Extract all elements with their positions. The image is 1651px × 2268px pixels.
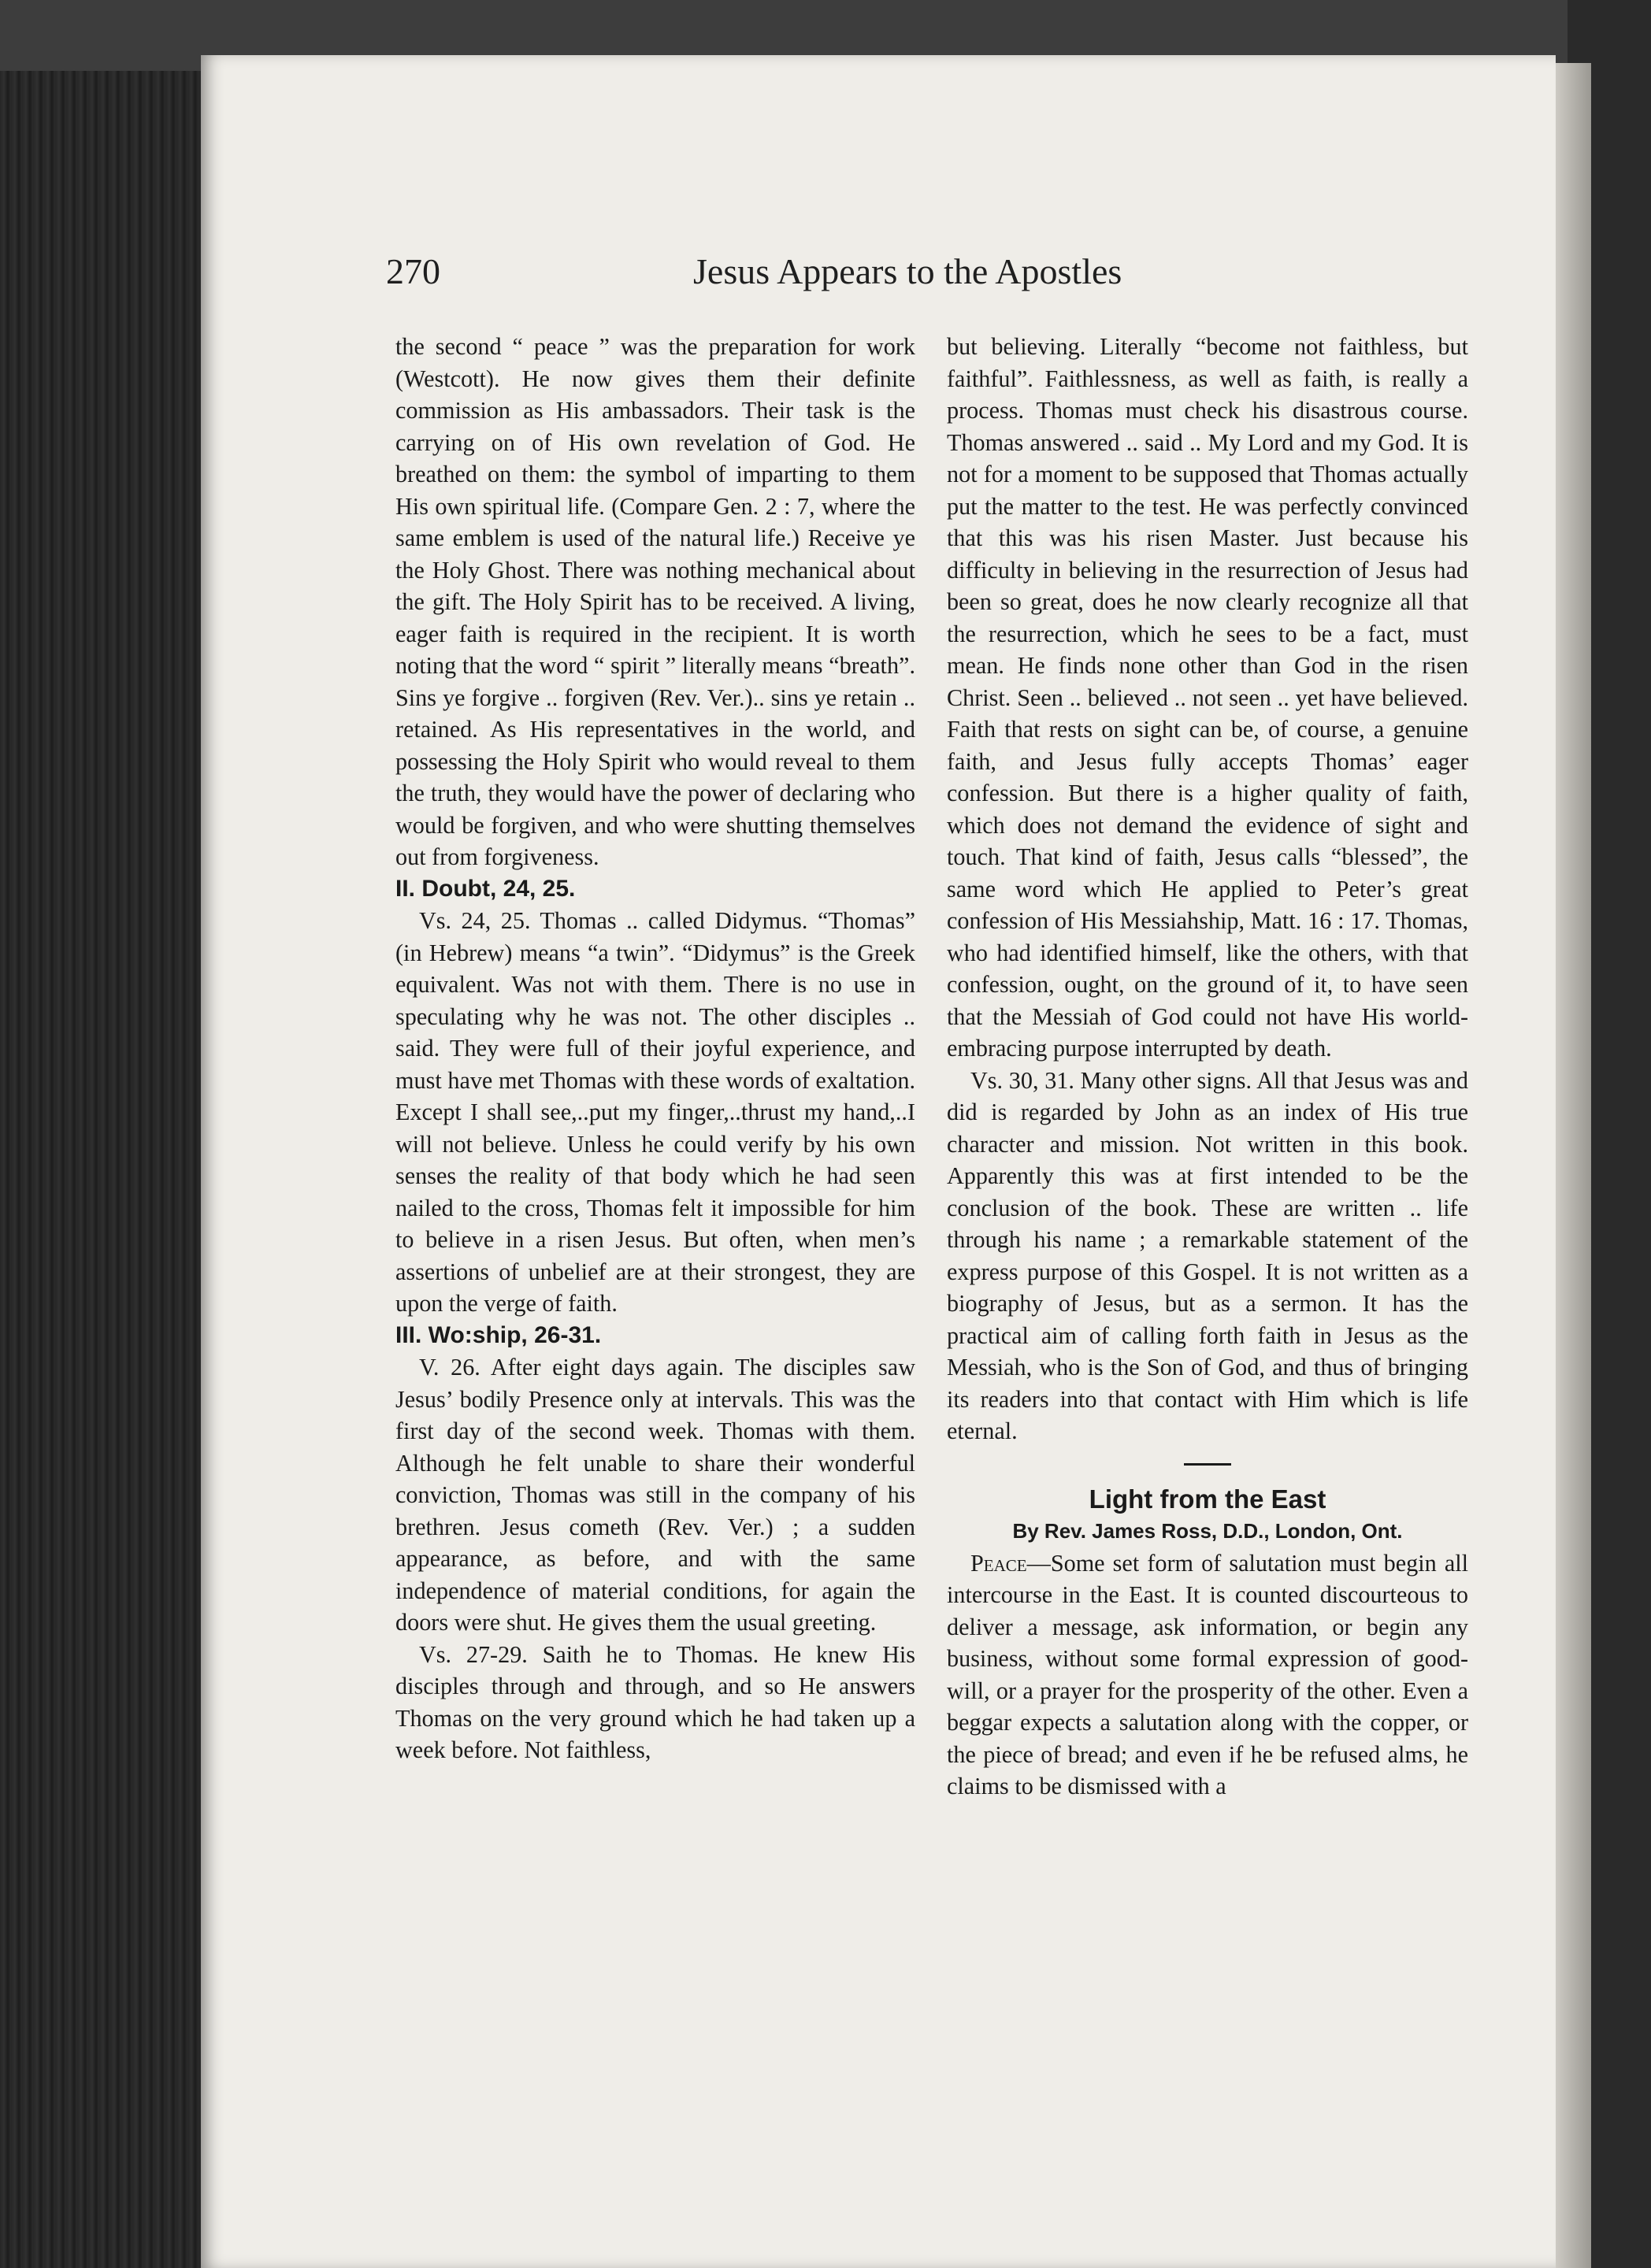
right-paragraph-2: Vs. 30, 31. Many other signs. All that Jesus was and did is regarded by John as an index of His true character and mission. Not written in this book. Apparently this was at first intended to be the conclusion of the book. These are written .. life through his name ; a remarkable statement of the express purpose of this Gospel. It is not written as a biography of Jesus, but as a sermon. It has the practical aim of calling forth faith in Jesus as the Messiah, who is the Son of God, and thus of bringing its readers into that contact with Him which is life eternal. — [947, 1066, 1468, 1444]
right-paragraph-3 — [947, 1547, 1468, 1803]
left-paragraph-2: Vs. 24, 25. Thomas .. called Didymus. “Thomas” (in Hebrew) means “a twin”. “Didymus” is the Greek equivalent. Was not with them. There is no use in speculating why he was not. The other disciples .. said. They were full of their joyful experience, and must have met Thomas with these words of exaltation. Except I shall see,..put my finger,..thrust my hand,..I will not believe. Unless he could verify by his own senses the reality of that body which he had seen nailed to the cross, Thomas felt it impossible for him to believe in a risen Jesus. But often, when men’s assertions of unbelief are at their strongest, they are upon the verge of faith. — [395, 907, 915, 1317]
page-number: 270 — [386, 251, 440, 291]
running-title: Jesus Appears to the Apostles — [693, 251, 1122, 291]
peace-lead-word: Peace — [970, 1549, 1027, 1577]
book-page-edges — [0, 71, 205, 2268]
section-divider — [1184, 1463, 1231, 1466]
light-from-east-title: Light from the East — [1089, 1484, 1326, 1514]
right-paragraph-1: but believing. Literally “become not faithless, but faithful”. Faithlessness, as well as faith, is really a process. Thomas must check his disastrous course. Thomas answered .. said .. My Lord and my God. It is not for a moment to be supposed that Thomas actually put the matter to the test. He was perfectly convinced that this was his risen Master. Just because his difficulty in believing in the resurrection of Jesus had been so great, does he now clearly recognize all that the resurrection, which he sees to be a fact, must mean. He finds none other than God in the risen Christ. Seen .. believed .. not seen .. yet have believed. Faith that rests on sight can be, of course, a genuine faith, and Jesus fully accepts Thomas’ eager confession. But there is a higher quality of faith, which does not demand the evidence of sight and touch. That kind of faith, Jesus calls “blessed”, the same word which He applied to Peter’s great confession of His Messiahship, Matt. 16 : 17. Thomas, who had identified himself, like the others, with that confession, ought, on the ground of it, to have seen that the Messiah of God could not have His world-embracing purpose interrupted by death. — [947, 333, 1468, 1062]
left-column — [395, 331, 915, 1766]
left-paragraph-1: the second “ peace ” was the preparation for work (Westcott). He now gives them their definite commission as His ambassadors. Their task is the carrying on of His own revelation of God. He breathed on them: the symbol of imparting to them His own spiritual life. (Compare Gen. 2 : 7, where the same emblem is used of the natural life.) Receive ye the Holy Ghost. There was nothing mechanical about the gift. The Holy Spirit has to be received. A living, eager faith is required in the recipient. It is worth noting that the word “ spirit ” literally means “breath”. Sins ye forgive .. forgiven (Rev. Ver.).. sins ye retain .. retained. As His representatives in the world, and possessing the Holy Spirit who would reveal to them the truth, they would have the power of declaring who would be forgiven, and who were shutting themselves out from forgiveness. — [395, 333, 915, 870]
author-byline: By Rev. James Ross, D.D., London, Ont. — [1012, 1518, 1403, 1543]
section-heading-worship: III. Wo:ship, 26-31. — [395, 1321, 602, 1348]
section-heading-doubt: II. Doubt, 24, 25. — [395, 875, 576, 902]
peace-text: —Some set form of salutation must begin all intercourse in the East. It is counted discourteous to deliver a message, ask information, or begin any business, without some formal expression of good-will, or a prayer for the prosperity of the other. Even a beggar expects a salutation along with the copper, or the piece of bread; and even if he be refused alms, he claims to be dismissed with a — [947, 1549, 1468, 1799]
left-paragraph-4: Vs. 27-29. Saith he to Thomas. He knew His disciples through and through, and so He answers Thomas on the very ground which he had taken up a week before. Not faithless, — [395, 1640, 915, 1763]
left-paragraph-3: V. 26. After eight days again. The disciples saw Jesus’ bodily Presence only at intervals. This was the first day of the second week. Thomas with them. Although he felt unable to share their wonderful conviction, Thomas was still in the company of his brethren. Jesus cometh (Rev. Ver.) ; a sudden appearance, as before, and with the same independence of material conditions, for again the doors were shut. He gives them the usual greeting. — [395, 1354, 915, 1636]
right-column — [947, 331, 1468, 1803]
